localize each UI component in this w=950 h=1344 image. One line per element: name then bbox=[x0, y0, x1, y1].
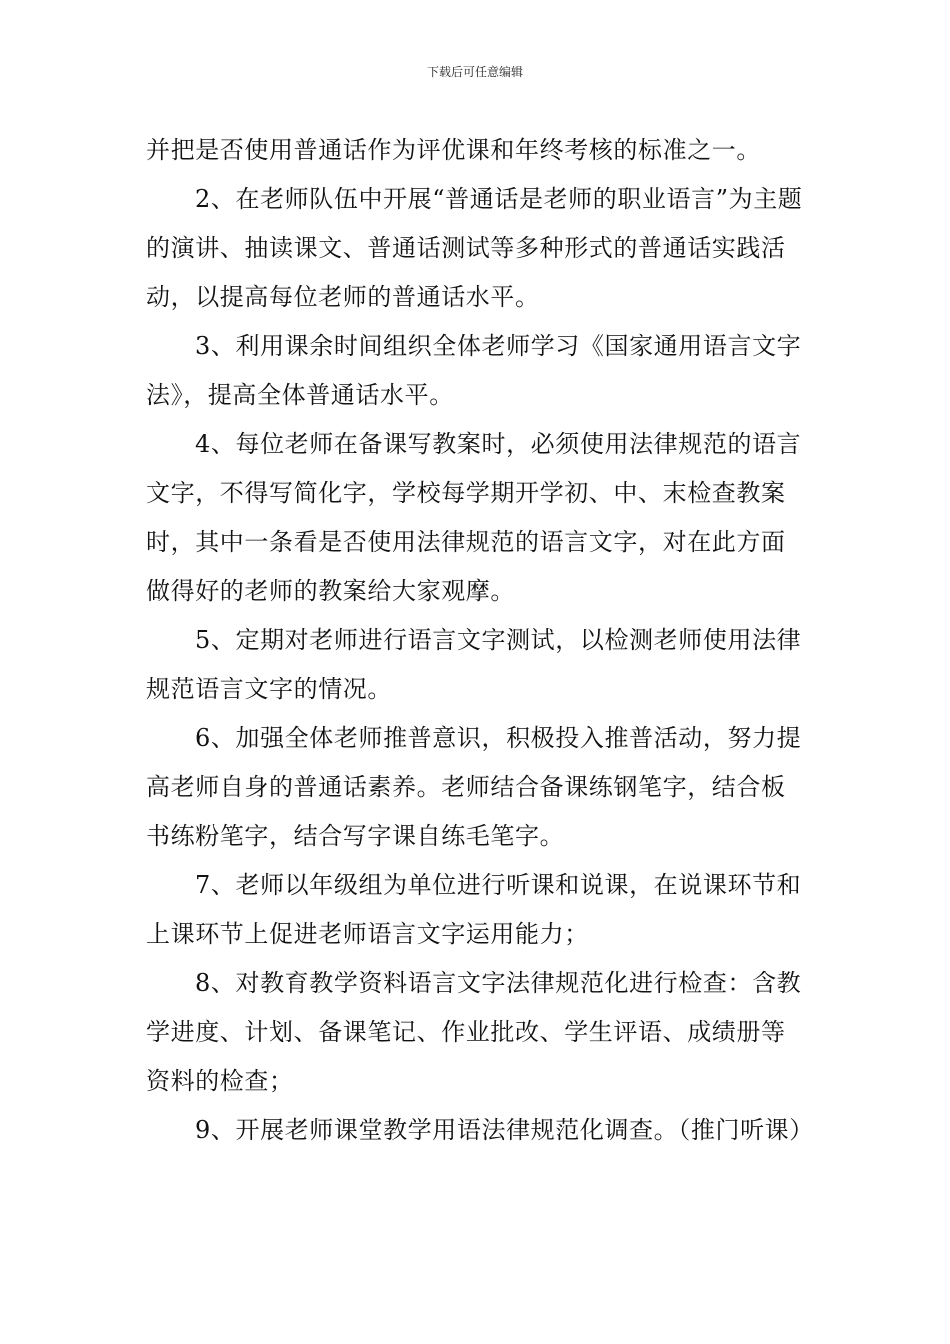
paragraph-item-5: 5、定期对老师进行语言文字测试，以检测老师使用法律规范语言文字的情况。 bbox=[146, 626, 802, 703]
paragraph-continuation: 并把是否使用普通话作为评优课和年终考核的标准之一。 bbox=[146, 136, 761, 164]
page-header-note: 下载后可任意编辑 bbox=[426, 65, 523, 79]
paragraph-item-8: 8、对教育教学资料语言文字法律规范化进行检查：含教学进度、计划、备课笔记、作业批改、学生评语、成绩册等资料的检查； bbox=[146, 969, 802, 1095]
document-body bbox=[146, 126, 814, 1155]
paragraph-item-9: 9、开展老师课堂教学用语法律规范化调查。（推门听课） bbox=[195, 1116, 814, 1144]
paragraph-item-6: 6、加强全体老师推普意识，积极投入推普活动，努力提高老师自身的普通话素养。老师结合备课练钢笔字，结合板书练粉笔字，结合写字课自练毛笔字。 bbox=[146, 724, 802, 850]
paragraph-item-7: 7、老师以年级组为单位进行听课和说课，在说课环节和上课环节上促进老师语言文字运用能力； bbox=[146, 871, 802, 948]
paragraph-item-4: 4、每位老师在备课写教案时，必须使用法律规范的语言文字，不得写简化字，学校每学期开学初、中、末检查教案时，其中一条看是否使用法律规范的语言文字，对在此方面做得好的老师的教案给大家观摩。 bbox=[146, 430, 802, 605]
paragraph-item-3: 3、利用课余时间组织全体老师学习《国家通用语言文字法》，提高全体普通话水平。 bbox=[146, 332, 802, 409]
paragraph-item-2: 2、在老师队伍中开展“普通话是老师的职业语言”为主题的演讲、抽读课文、普通话测试等多种形式的普通话实践活动，以提高每位老师的普通话水平。 bbox=[146, 185, 803, 311]
